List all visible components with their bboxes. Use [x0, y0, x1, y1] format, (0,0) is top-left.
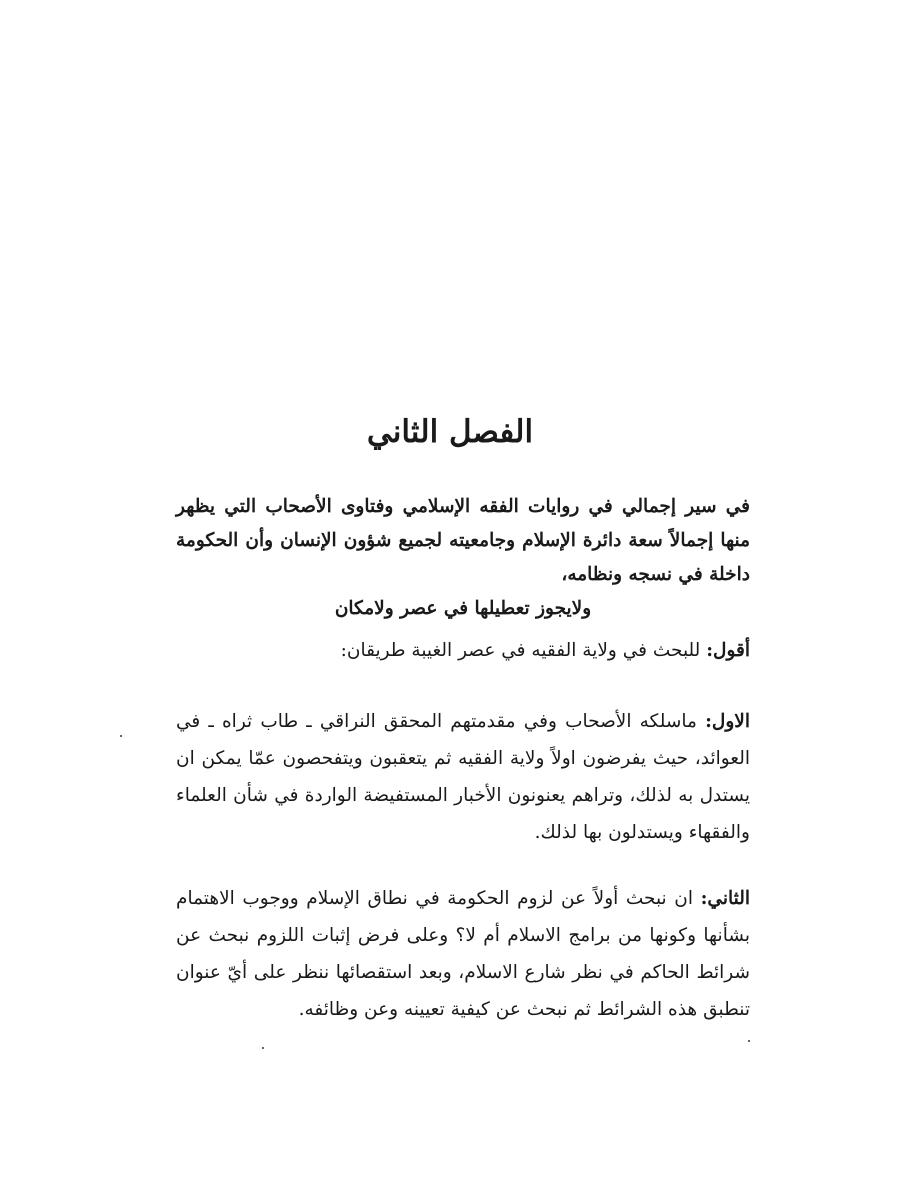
- intro-lead: أقول:: [706, 640, 750, 661]
- first-way-lead: الاول:: [705, 711, 750, 732]
- scan-speck: [262, 1047, 264, 1049]
- chapter-title: الفصل الثاني: [366, 414, 534, 450]
- intro-text: للبحث في ولاية الفقيه في عصر الغيبة طريقان:: [340, 640, 707, 661]
- chapter-summary-text: في سير إجمالي في روايات الفقه الإسلامي وفتاوى الأصحاب التي يظهر منها إجمالاً سعة دائرة الإسلام وجامعيته لجميع شؤون الإنسان وأن الحكومة داخلة في نسجه ونظامه،: [176, 496, 750, 585]
- first-way-text: ماسلكه الأصحاب وفي مقدمتهم المحقق النراقي ـ طاب ثراه ـ في العوائد، حيث يفرضون اولاً ولاية الفقيه ثم يتعقبون ويتفحصون عمّا يمكن ان يستدل به لذلك، وتراهم يعنونون الأخبار المستفيضة الواردة في شأن العلماء والفقهاء ويستدلون بها لذلك.: [176, 711, 750, 843]
- chapter-summary: [176, 490, 750, 626]
- scan-speck: [748, 1040, 750, 1042]
- second-way-paragraph: [176, 880, 750, 1028]
- second-way-lead: الثاني:: [700, 888, 750, 909]
- scan-speck: [120, 735, 122, 737]
- chapter-summary-last-line: ولايجوز تعطيلها في عصر ولامكان: [334, 598, 592, 619]
- intro-paragraph: [176, 632, 750, 669]
- first-way-paragraph: [176, 703, 750, 851]
- second-way-text: ان نبحث أولاً عن لزوم الحكومة في نطاق الإسلام ووجوب الاهتمام بشأنها وكونها من برامج الاسلام أم لا؟ وعلى فرض إثبات اللزوم نبحث عن شرائط الحاكم في نظر شارع الاسلام، وبعد استقصائها ننظر على أيّ عنوان تنطبق هذه الشرائط ثم نبحث عن كيفية تعيينه وعن وظائفه.: [176, 888, 750, 1020]
